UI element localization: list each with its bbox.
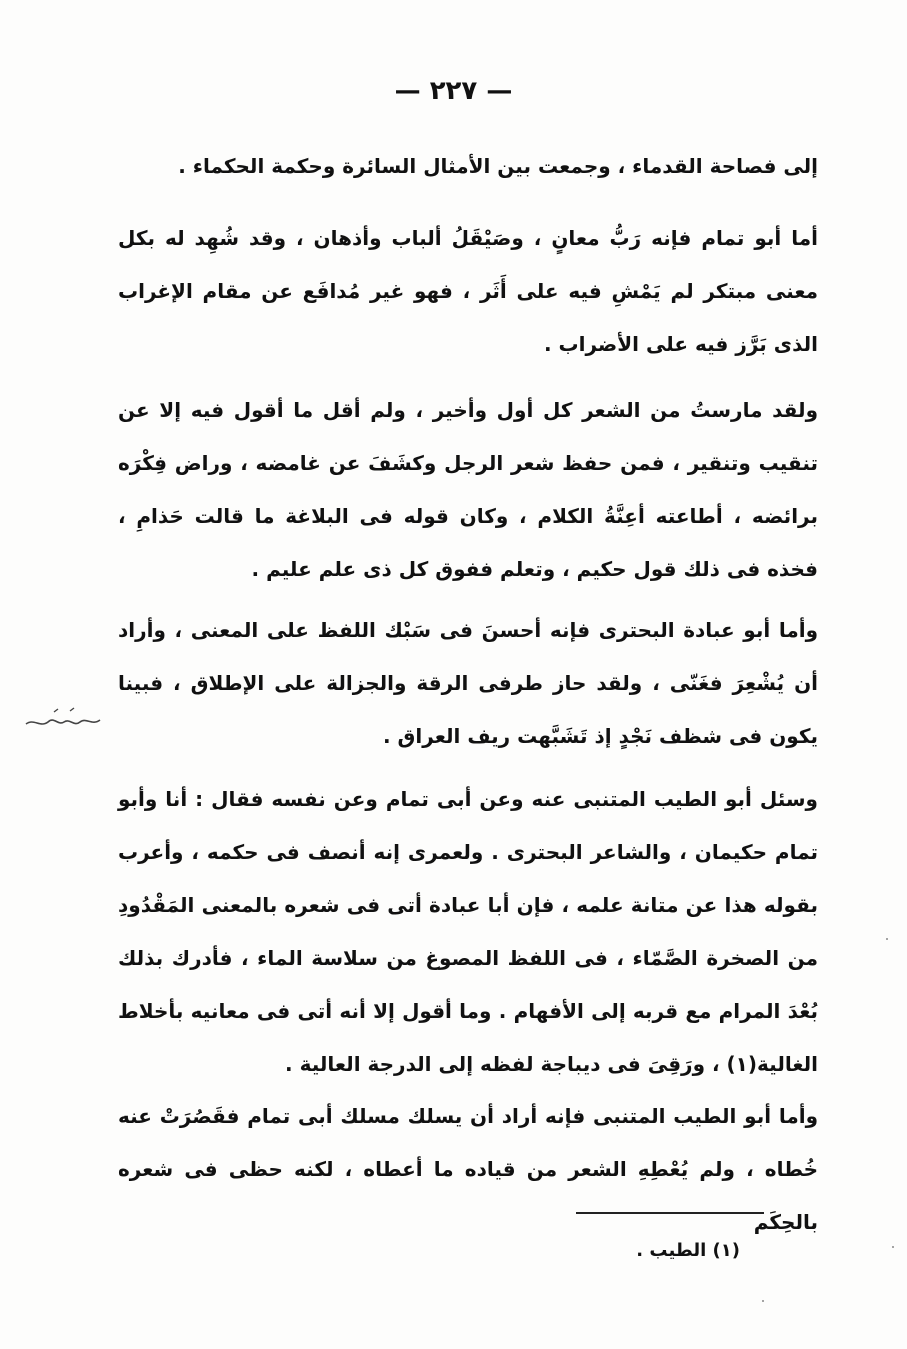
paragraph-practice: ولقد مارستُ من الشعر كل أول وأخير ، ولم أقل ما أقول فيه إلا عن تنقيب وتنقير ، فمن حفظ شعر الرجل وكشَفَ عن غامضه ، وراض فِكْرَه برائضه ، أطاعته أعِنَّةُ الكلام ، وكان قوله فى البلاغة ما قالت حَذامِ ، فخذه فى ذلك قول حكيم ، وتعلم ففوق كل ذى علم عليم . xyxy=(118,398,818,581)
paragraph-buhturi: وأما أبو عبادة البحترى فإنه أحسنَ فى سَبْك اللفظ على المعنى ، وأراد أن يُشْعِرَ فغَنّى ، ولقد حاز طرفى الرقة والجزالة على الإطلاق ، فبينا يكون فى شظف نَجْدٍ إذ تَشَبَّهت ريف العراق . xyxy=(118,618,818,748)
handwritten-margin-note xyxy=(24,700,108,740)
footnote-divider xyxy=(576,1212,764,1214)
scan-speck xyxy=(892,1246,894,1248)
scan-speck xyxy=(762,1300,764,1302)
footnote: (١) الطيب . xyxy=(636,1240,740,1261)
paragraph-abu-tammam: أما أبو تمام فإنه رَبُّ معانٍ ، وصَيْقَلُ ألباب وأذهان ، وقد شُهِد له بكل معنى مبتكر لم يَمْشِ فيه على أَثَر ، فهو غير مُدافَع عن مقام الإغراب الذى بَرَّز فيه على الأضراب . xyxy=(118,226,818,356)
paragraph-intro: إلى فصاحة القدماء ، وجمعت بين الأمثال السائرة وحكمة الحكماء . xyxy=(178,154,818,178)
scan-speck xyxy=(886,938,888,940)
page-number: — ٢٢٧ — xyxy=(394,76,513,106)
paragraph-mutanabbi-opinion: وسئل أبو الطيب المتنبى عنه وعن أبى تمام وعن نفسه فقال : أنا وأبو تمام حكيمان ، والشاعر البحترى . ولعمرى إنه أنصف فى حكمه ، وأعرب بقوله هذا عن متانة علمه ، فإن أبا عبادة أتى فى شعره بالمعنى المَقْدُودِ من الصخرة الصَّمّاء ، فى اللفظ المصوغ من سلاسة الماء ، فأدرك بذلك بُعْدَ المرام مع قربه إلى الأفهام . وما أقول إلا أنه أتى فى معانيه بأخلاط الغالية(١) ، ورَقِىَ فى ديباجة لفظه إلى الدرجة العالية . xyxy=(118,787,818,1076)
paragraph-mutanabbi: وأما أبو الطيب المتنبى فإنه أراد أن يسلك مسلك أبى تمام فقَصُرَتْ عنه خُطاه ، ولم يُعْطِهِ الشعر من قياده ما أعطاه ، لكنه حظى فى شعره بالحِكَم xyxy=(118,1104,818,1234)
